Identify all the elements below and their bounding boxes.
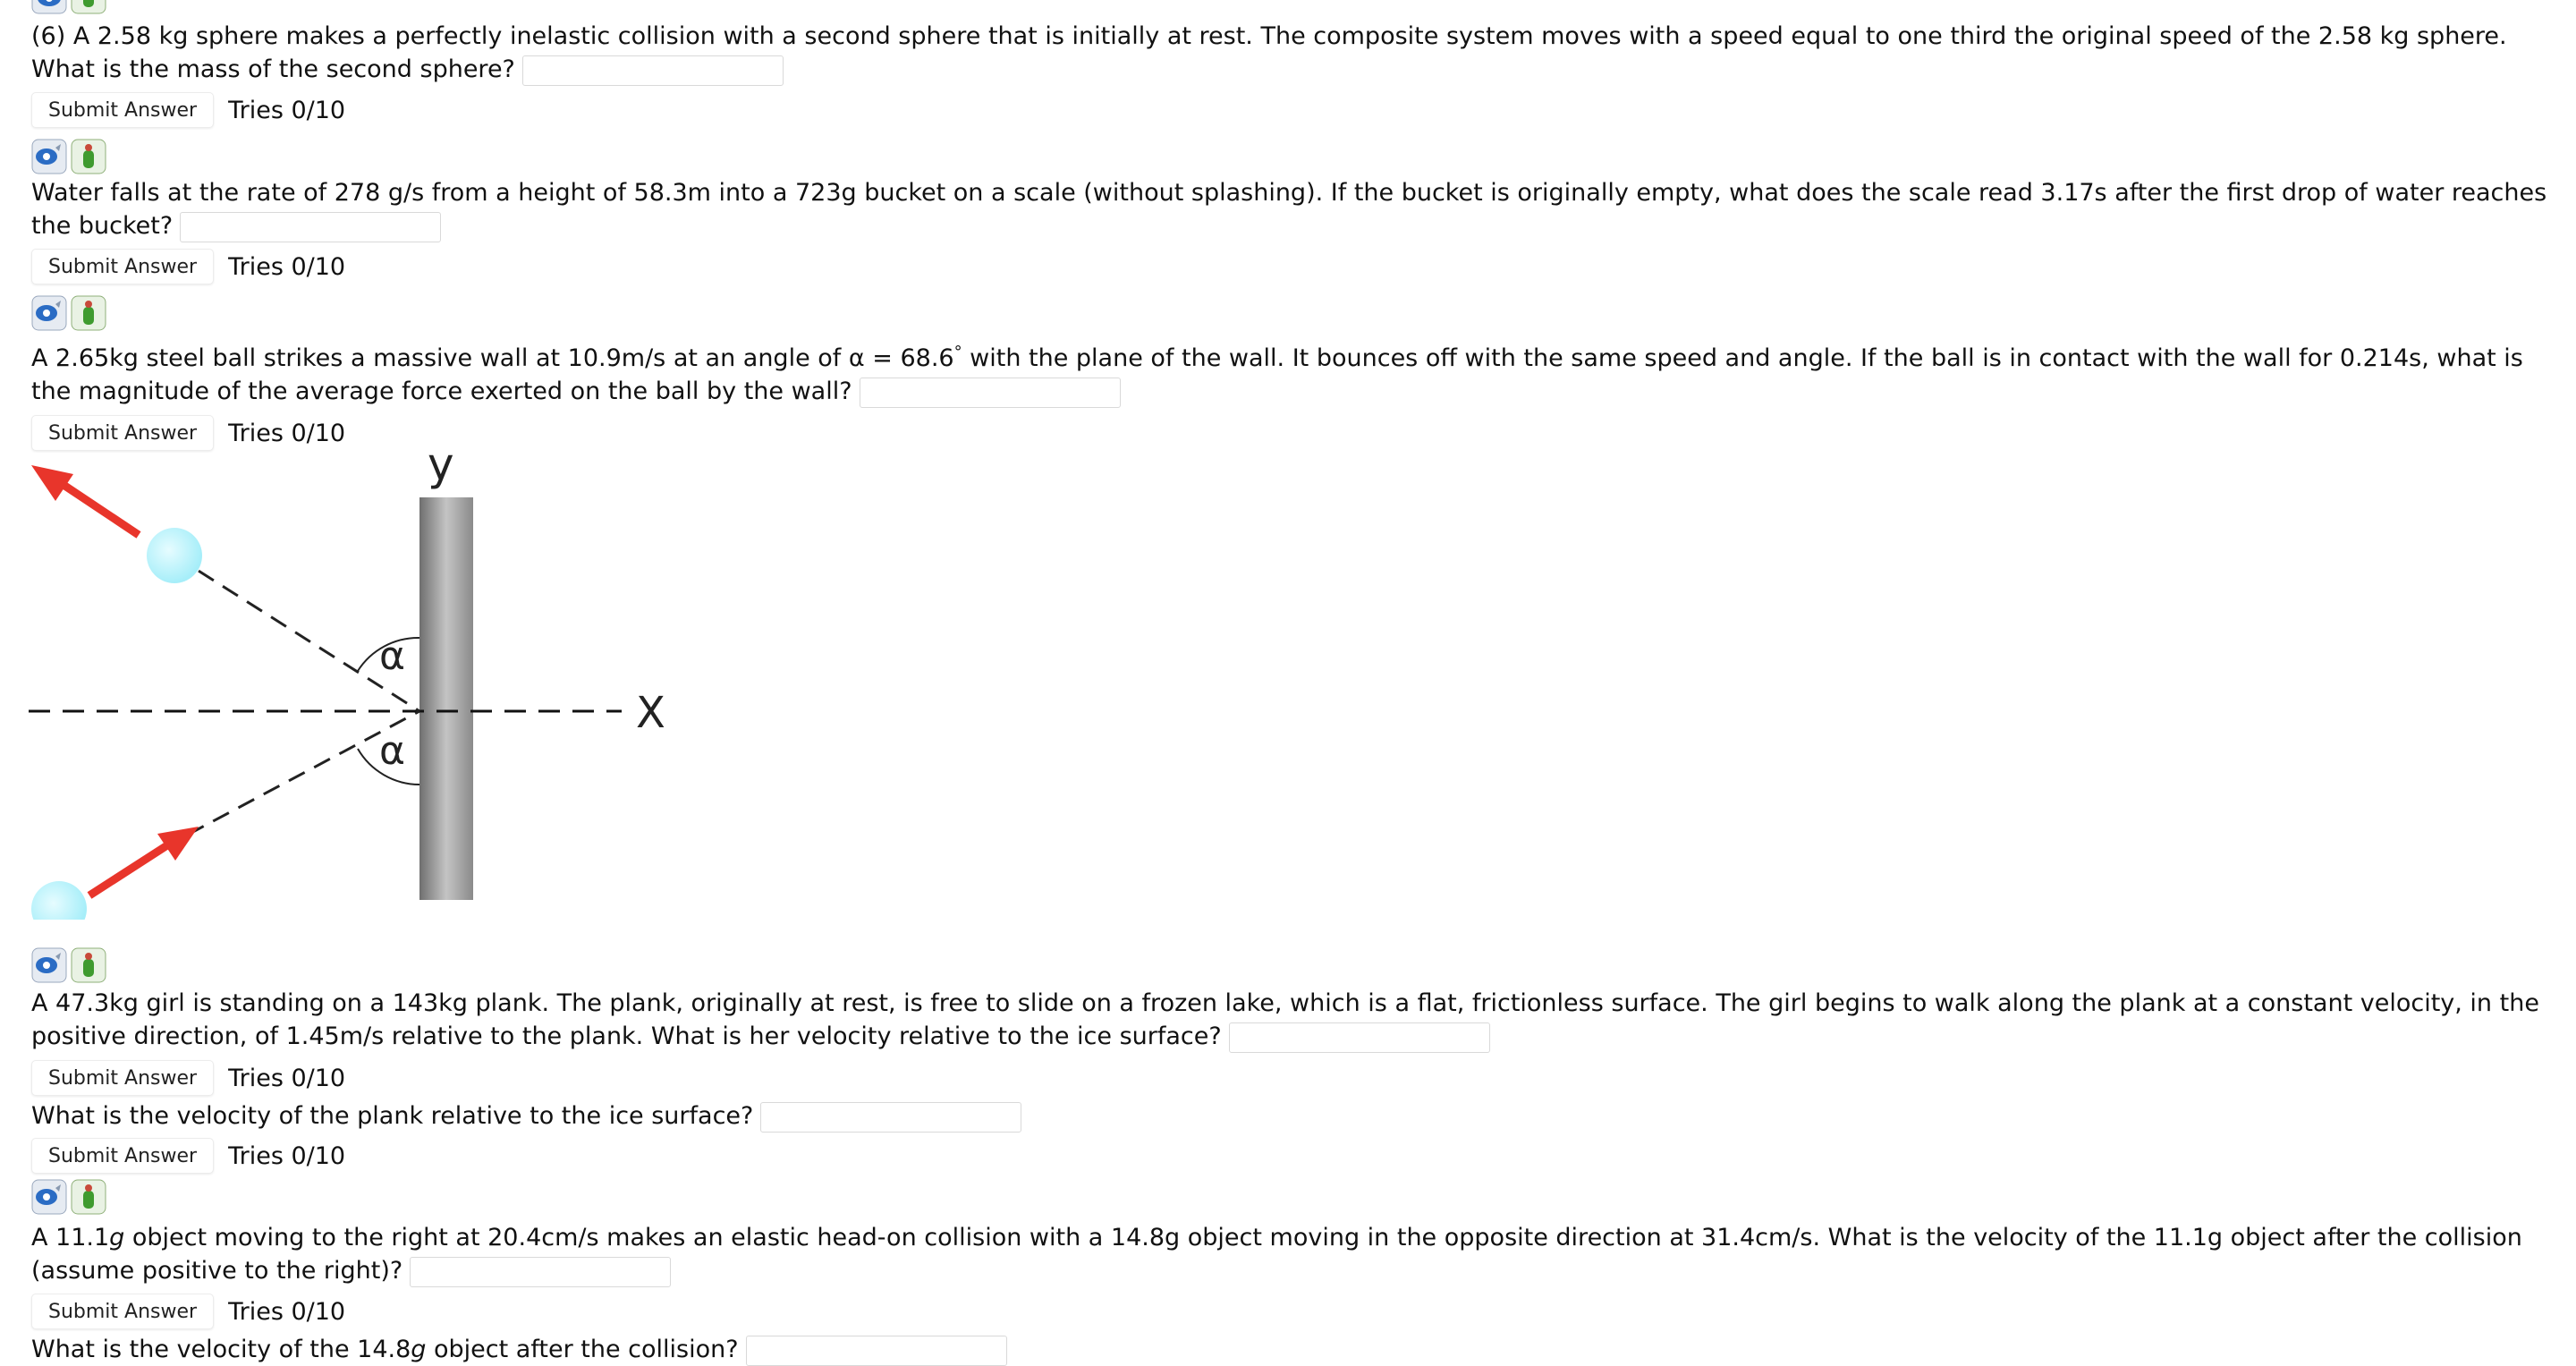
problem-5 bbox=[31, 1221, 2554, 1287]
problem-2 bbox=[31, 176, 2554, 242]
hint-icon[interactable] bbox=[31, 0, 67, 14]
tries-counter: Tries 0/10 bbox=[228, 96, 346, 124]
feedback-icon[interactable] bbox=[71, 139, 106, 174]
problem-5-text-start: A 11.1 bbox=[31, 1224, 110, 1251]
arrowhead-outgoing bbox=[31, 465, 73, 501]
problem-5-sub-end: object after the collision? bbox=[426, 1336, 739, 1363]
icon-bar-1 bbox=[31, 139, 106, 174]
problem-5-text-end: object moving to the right at 20.4cm/s makes an elastic head-on collision with a 14.8g object moving in the opposite direction at 31.4cm/s. What is the velocity of the 11.1g object after the collision (assume positive to the right)? bbox=[31, 1224, 2522, 1285]
hint-icon[interactable] bbox=[31, 295, 67, 331]
gram-unit: g bbox=[411, 1336, 427, 1363]
tries-counter: Tries 0/10 bbox=[228, 252, 346, 281]
problem-5-actions bbox=[31, 1294, 345, 1329]
wall bbox=[419, 497, 473, 900]
feedback-icon[interactable] bbox=[71, 1179, 106, 1215]
problem-1-text: (6) A 2.58 kg sphere makes a perfectly inelastic collision with a second sphere that is initially at rest. The composite system moves with a speed equal to one third the original speed of the 2.58 kg sphere. What is the mass of the second sphere? bbox=[31, 22, 2507, 83]
hint-icon[interactable] bbox=[31, 1179, 67, 1215]
x-axis-label: X bbox=[636, 688, 665, 738]
collision-diagram bbox=[0, 437, 680, 920]
hint-icon[interactable] bbox=[31, 139, 67, 174]
problem-4-text: A 47.3kg girl is standing on a 143kg plank. The plank, originally at rest, is free to slide on a frozen lake, which is a flat, frictionless surface. The girl begins to walk along the plank at a constant velocity, in the positive direction, of 1.45m/s relative to the plank. What is her velocity relative to the ice surface? bbox=[31, 989, 2539, 1050]
angle-label-top: α bbox=[379, 633, 406, 679]
y-axis-label: y bbox=[428, 438, 454, 490]
angle-label-bottom: α bbox=[379, 728, 406, 774]
submit-answer-button[interactable]: Submit Answer bbox=[31, 415, 214, 451]
problem-4-answer-input[interactable] bbox=[1229, 1022, 1490, 1053]
problem-4-sub-text: What is the velocity of the plank relative to the ice surface? bbox=[31, 1102, 754, 1130]
problem-4-sub-actions bbox=[31, 1138, 345, 1174]
problem-2-answer-input[interactable] bbox=[180, 212, 441, 242]
problem-2-actions bbox=[31, 249, 345, 284]
problem-5-sub-start: What is the velocity of the 14.8 bbox=[31, 1336, 411, 1363]
problem-5-answer-input[interactable] bbox=[410, 1257, 671, 1287]
submit-answer-button[interactable]: Submit Answer bbox=[31, 1294, 214, 1329]
problem-5-sub bbox=[31, 1333, 2554, 1366]
feedback-icon[interactable] bbox=[71, 295, 106, 331]
problem-4-sub-answer-input[interactable] bbox=[760, 1102, 1021, 1133]
hint-icon[interactable] bbox=[31, 947, 67, 983]
problem-2-text: Water falls at the rate of 278 g/s from a height of 58.3m into a 723g bucket on a scale (without splashing). If the bucket is originally empty, what does the scale read 3.17s after the first drop of water reaches the bucket? bbox=[31, 179, 2547, 240]
submit-answer-button[interactable]: Submit Answer bbox=[31, 92, 214, 128]
gram-unit: g bbox=[109, 1224, 125, 1251]
feedback-icon[interactable] bbox=[71, 947, 106, 983]
icon-bar-0 bbox=[31, 0, 106, 14]
degree-sign: ° bbox=[953, 343, 962, 361]
problem-4 bbox=[31, 987, 2554, 1053]
problem-4-sub bbox=[31, 1099, 2554, 1133]
feedback-icon[interactable] bbox=[71, 0, 106, 14]
icon-bar-3 bbox=[31, 947, 106, 983]
icon-bar-2 bbox=[31, 295, 106, 331]
problem-4-actions bbox=[31, 1060, 345, 1096]
problem-1-answer-input[interactable] bbox=[522, 55, 784, 86]
problem-3-text-end: with the plane of the wall. It bounces off with the same speed and angle. If the ball is in contact with the wall for 0.214s, what is the magnitude of the average force exerted on the ball by the wall? bbox=[31, 344, 2523, 405]
problem-5-sub-answer-input[interactable] bbox=[746, 1336, 1007, 1366]
tries-counter: Tries 0/10 bbox=[228, 1297, 346, 1326]
velocity-arrow-outgoing bbox=[58, 481, 139, 535]
problem-1 bbox=[31, 20, 2554, 86]
ball-incoming bbox=[31, 881, 87, 920]
problem-1-actions bbox=[31, 92, 345, 128]
ball-outgoing bbox=[147, 528, 202, 583]
velocity-arrow-incoming bbox=[89, 844, 170, 895]
problem-3 bbox=[31, 342, 2554, 408]
tries-counter: Tries 0/10 bbox=[228, 1064, 346, 1092]
tries-counter: Tries 0/10 bbox=[228, 1141, 346, 1170]
submit-answer-button[interactable]: Submit Answer bbox=[31, 249, 214, 284]
tries-counter: Tries 0/10 bbox=[228, 419, 346, 447]
problem-3-text-start: A 2.65kg steel ball strikes a massive wall at 10.9m/s at an angle of α = 68.6 bbox=[31, 344, 954, 372]
submit-answer-button[interactable]: Submit Answer bbox=[31, 1060, 214, 1096]
submit-answer-button[interactable]: Submit Answer bbox=[31, 1138, 214, 1174]
problem-3-answer-input[interactable] bbox=[860, 378, 1121, 408]
icon-bar-4 bbox=[31, 1179, 106, 1215]
